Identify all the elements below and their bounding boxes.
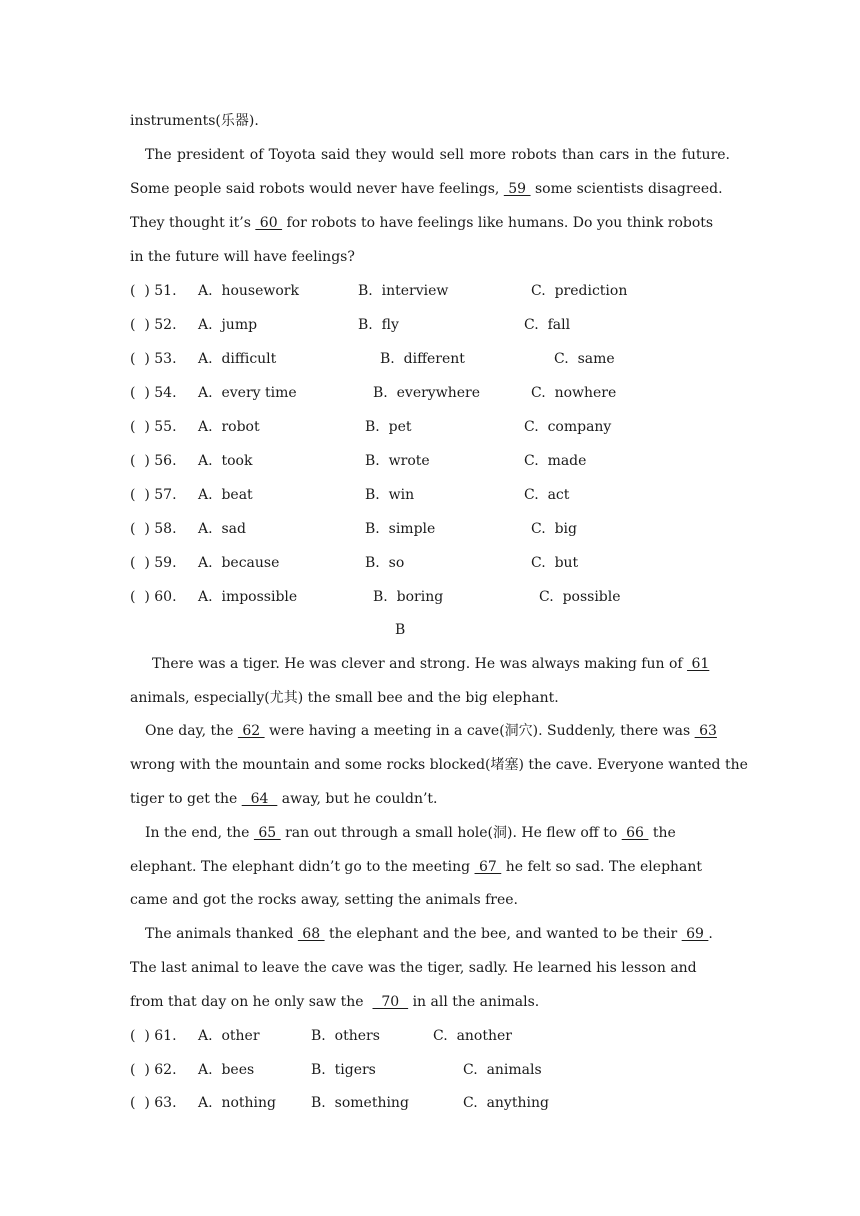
option-b[interactable]: B. interview xyxy=(358,283,449,299)
option-a[interactable]: A. robot xyxy=(198,419,260,435)
passage-b-line-4 xyxy=(130,755,748,775)
question-number: ( ) 54. xyxy=(130,385,177,401)
blank-70[interactable]: 70 xyxy=(372,994,409,1010)
passage-b-line-9 xyxy=(145,924,730,944)
passage-b-line-11 xyxy=(130,992,730,1012)
passage-a-line-1 xyxy=(130,111,730,131)
blank-67[interactable]: 67 xyxy=(474,859,502,875)
text: he felt so sad. The elephant xyxy=(501,859,703,875)
section-heading: B xyxy=(395,622,406,638)
passage-b-line-10 xyxy=(130,958,730,978)
option-c[interactable]: C. fall xyxy=(524,317,571,333)
text: away, but he couldn’t. xyxy=(277,791,438,807)
blank-63[interactable]: 63 xyxy=(694,723,717,739)
question-number: ( ) 55. xyxy=(130,419,177,435)
passage-b-line-8 xyxy=(130,890,730,910)
text: One day, the xyxy=(145,723,234,739)
text: for robots to have feelings like humans. Do you think robots xyxy=(282,215,714,231)
option-a[interactable]: A. bees xyxy=(198,1062,255,1078)
option-c[interactable]: C. anything xyxy=(463,1095,549,1111)
blank-64[interactable]: 64 xyxy=(241,791,278,807)
question-number: ( ) 63. xyxy=(130,1095,177,1111)
text: some scientists disagreed. xyxy=(530,181,723,197)
option-c[interactable]: C. company xyxy=(524,419,612,435)
question-number: ( ) 51. xyxy=(130,283,177,299)
text: There was a tiger. He was clever and strong. He was always making fun of xyxy=(152,656,683,672)
question-number: ( ) 62. xyxy=(130,1062,177,1078)
text: in all the animals. xyxy=(408,994,540,1010)
passage-a-line-2 xyxy=(145,145,730,165)
text: ran out through a small hole(洞). He flew off to xyxy=(280,825,618,841)
text: animals, especially(尤其) the small bee and the big elephant. xyxy=(130,690,559,706)
text: instruments(乐器). xyxy=(130,113,259,129)
question-number: ( ) 57. xyxy=(130,487,177,503)
text: The last animal to leave the cave was the tiger, sadly. He learned his lesson and xyxy=(130,960,697,976)
passage-b-line-1 xyxy=(152,654,730,674)
option-b[interactable]: B. tigers xyxy=(311,1062,376,1078)
text: the elephant and the bee, and wanted to be their xyxy=(324,926,678,942)
option-a[interactable]: A. housework xyxy=(198,283,299,299)
passage-a-line-4 xyxy=(130,213,730,233)
option-c[interactable]: C. prediction xyxy=(531,283,628,299)
option-a[interactable]: A. impossible xyxy=(198,589,298,605)
blank-60[interactable]: 60 xyxy=(255,215,283,231)
text: . xyxy=(708,926,713,942)
option-b[interactable]: B. simple xyxy=(365,521,436,537)
blank-65[interactable]: 65 xyxy=(253,825,281,841)
blank-62[interactable]: 62 xyxy=(237,723,265,739)
passage-b-line-6 xyxy=(145,823,730,843)
text: They thought it’s xyxy=(130,215,251,231)
option-c[interactable]: C. nowhere xyxy=(531,385,617,401)
text: elephant. The elephant didn’t go to the meeting xyxy=(130,859,471,875)
text: wrong with the mountain and some rocks blocked(堵塞) the cave. Everyone wanted the xyxy=(130,757,748,773)
blank-61[interactable]: 61 xyxy=(687,656,710,672)
option-b[interactable]: B. fly xyxy=(358,317,399,333)
option-b[interactable]: B. wrote xyxy=(365,453,430,469)
question-number: ( ) 60. xyxy=(130,589,177,605)
text: in the future will have feelings? xyxy=(130,249,355,265)
option-a[interactable]: A. jump xyxy=(198,317,258,333)
option-c[interactable]: C. another xyxy=(433,1028,512,1044)
blank-66[interactable]: 66 xyxy=(621,825,649,841)
option-b[interactable]: B. pet xyxy=(365,419,412,435)
question-number: ( ) 61. xyxy=(130,1028,177,1044)
text: the xyxy=(648,825,676,841)
question-number: ( ) 58. xyxy=(130,521,177,537)
text: The president of Toyota said they would sell more robots than cars in the future. xyxy=(145,147,730,163)
passage-a-line-3 xyxy=(130,179,730,199)
text: came and got the rocks away, setting the animals free. xyxy=(130,892,519,908)
option-c[interactable]: C. animals xyxy=(463,1062,542,1078)
question-number: ( ) 53. xyxy=(130,351,177,367)
passage-b-line-7 xyxy=(130,857,730,877)
passage-b-line-2 xyxy=(130,688,730,708)
option-a[interactable]: A. nothing xyxy=(198,1095,277,1111)
question-number: ( ) 59. xyxy=(130,555,177,571)
option-c[interactable]: C. but xyxy=(531,555,579,571)
option-a[interactable]: A. sad xyxy=(198,521,246,537)
passage-b-line-3 xyxy=(145,721,730,741)
option-c[interactable]: C. big xyxy=(531,521,577,537)
blank-59[interactable]: 59 xyxy=(503,181,531,197)
question-number: ( ) 56. xyxy=(130,453,177,469)
option-a[interactable]: A. beat xyxy=(198,487,253,503)
passage-b-line-5 xyxy=(130,789,730,809)
option-a[interactable]: A. every time xyxy=(198,385,297,401)
text: were having a meeting in a cave(洞穴). Suddenly, there was xyxy=(264,723,691,739)
blank-69[interactable]: 69 xyxy=(681,926,709,942)
option-b[interactable]: B. something xyxy=(311,1095,409,1111)
question-number: ( ) 52. xyxy=(130,317,177,333)
option-c[interactable]: C. same xyxy=(554,351,615,367)
option-a[interactable]: A. took xyxy=(198,453,253,469)
option-c[interactable]: C. made xyxy=(524,453,587,469)
option-b[interactable]: B. so xyxy=(365,555,405,571)
option-c[interactable]: C. act xyxy=(524,487,570,503)
option-b[interactable]: B. win xyxy=(365,487,415,503)
option-a[interactable]: A. difficult xyxy=(198,351,277,367)
text: In the end, the xyxy=(145,825,250,841)
option-a[interactable]: A. because xyxy=(198,555,280,571)
text: Some people said robots would never have feelings, xyxy=(130,181,500,197)
option-a[interactable]: A. other xyxy=(198,1028,260,1044)
text: tiger to get the xyxy=(130,791,238,807)
option-b[interactable]: B. others xyxy=(311,1028,380,1044)
blank-68[interactable]: 68 xyxy=(297,926,325,942)
passage-a-line-5 xyxy=(130,247,730,267)
text: The animals thanked xyxy=(145,926,294,942)
option-b[interactable]: B. boring xyxy=(373,589,444,605)
option-b[interactable]: B. different xyxy=(380,351,465,367)
option-c[interactable]: C. possible xyxy=(539,589,621,605)
text: from that day on he only saw the xyxy=(130,994,364,1010)
option-b[interactable]: B. everywhere xyxy=(373,385,480,401)
